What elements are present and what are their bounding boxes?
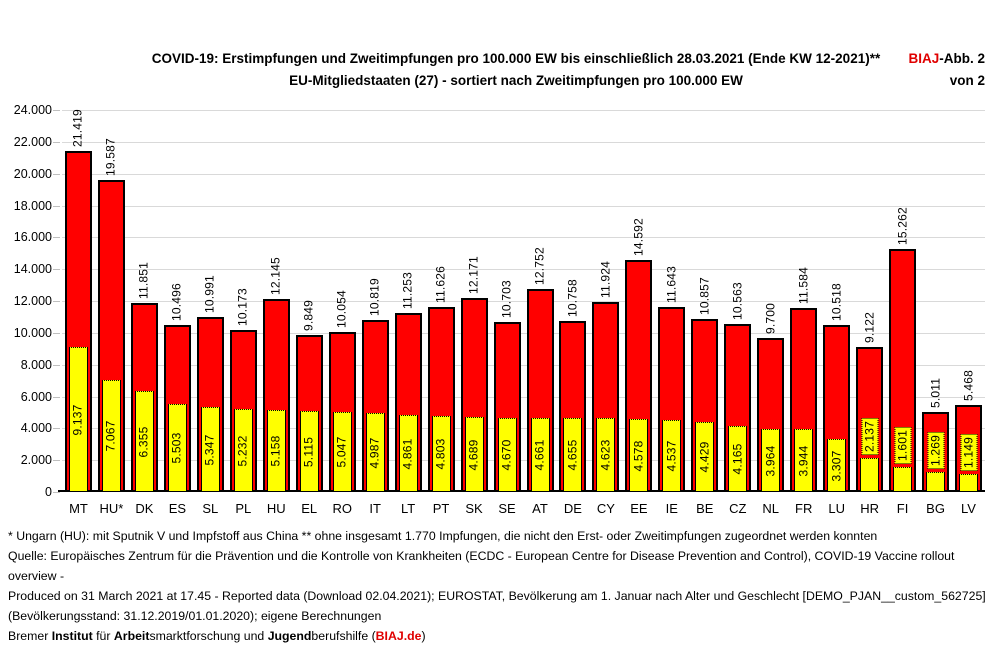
value-label-erst-DE: 10.758: [565, 279, 580, 317]
bar-zweitimpfungen-LV: [959, 474, 978, 492]
footnote-line-3: Produced on 31 March 2021 at 17.45 - Reported data (Download 02.04.2021); EUROSTAT, Bevölkerung am 1. Januar nach Alter und Geschlecht [DEMO_PJAN__custom_562725]: [8, 589, 986, 603]
y-axis-tick: [53, 110, 60, 111]
value-label-zweit-CY: 4.623: [598, 439, 613, 471]
y-axis-tick: [53, 206, 60, 207]
value-label-erst-EL: 9.849: [301, 299, 316, 331]
value-label-zweit-DK: 6.355: [136, 425, 151, 458]
y-axis-label: 0: [45, 485, 52, 499]
value-label-zweit-PT: 4.803: [433, 438, 448, 470]
chart-subtitle: EU-Mitgliedstaaten (27) - sortiert nach Zweitimpfungen pro 100.000 EW: [289, 73, 743, 88]
value-label-zweit-AT: 4.661: [532, 439, 547, 471]
value-label-erst-LT: 11.253: [400, 271, 415, 309]
x-axis-label-ES: ES: [168, 501, 187, 516]
x-axis-label-LV: LV: [961, 501, 976, 516]
value-label-erst-LV: 5.468: [961, 369, 976, 401]
value-label-zweit-NL: 3.964: [763, 444, 778, 477]
gridline: [62, 110, 985, 111]
value-label-zweit-HU*: 7.067: [103, 420, 118, 452]
y-axis-label: 6.000: [20, 389, 52, 404]
credit-text: für: [92, 629, 114, 643]
y-axis-tick: [53, 397, 60, 398]
y-axis-label: 8.000: [20, 357, 52, 372]
value-label-erst-SK: 12.171: [466, 256, 481, 294]
value-label-erst-EE: 14.592: [631, 218, 646, 256]
y-axis-tick: [53, 301, 60, 302]
value-label-zweit-HR: 2.137: [861, 418, 878, 455]
x-axis-label-EE: EE: [630, 501, 648, 516]
x-axis-label-CY: CY: [596, 501, 615, 516]
value-label-zweit-PL: 5.232: [235, 434, 250, 467]
x-axis-label-LT: LT: [401, 501, 416, 516]
value-label-zweit-FR: 3.944: [796, 444, 811, 477]
value-label-zweit-RO: 5.047: [334, 436, 349, 468]
footnote-line-4: (Bevölkerungsstand: 31.12.2019/01.01.2020); eigene Berechnungen: [8, 609, 382, 623]
value-label-erst-PT: 11.626: [433, 265, 448, 303]
credit-text: Arbeit: [113, 629, 150, 643]
y-axis-label: 10.000: [13, 325, 52, 340]
x-axis-label-SE: SE: [498, 501, 516, 516]
y-axis-label: 12.000: [13, 294, 52, 308]
y-axis-label: 2.000: [20, 453, 52, 468]
x-axis-label-FR: FR: [795, 501, 813, 516]
y-axis-tick: [53, 333, 60, 334]
gridline: [62, 237, 985, 238]
y-axis-label: 20.000: [13, 166, 52, 181]
value-label-erst-HU: 12.145: [268, 257, 283, 295]
x-axis-label-SK: SK: [465, 501, 483, 516]
value-label-zweit-FI: 1.601: [894, 427, 911, 464]
x-axis-label-AT: AT: [532, 501, 548, 516]
x-axis-label-CZ: CZ: [729, 501, 747, 516]
x-axis-label-NL: NL: [762, 501, 780, 516]
value-label-erst-BG: 5.011: [928, 377, 943, 408]
value-label-erst-HU*: 19.587: [103, 138, 118, 176]
y-axis-label: 22.000: [13, 134, 52, 149]
value-label-erst-AT: 12.752: [532, 247, 547, 285]
value-label-erst-HR: 9.122: [862, 311, 877, 343]
value-label-zweit-BG: 1.269: [927, 432, 944, 469]
x-axis-label-LU: LU: [828, 501, 845, 516]
x-axis-label-SL: SL: [202, 501, 219, 516]
value-label-zweit-LT: 4.861: [400, 437, 415, 470]
gridline: [62, 301, 985, 302]
value-label-erst-IE: 11.643: [664, 265, 679, 303]
value-label-zweit-EL: 5.115: [301, 436, 316, 467]
credit-text: Institut: [51, 629, 93, 643]
value-label-zweit-SE: 4.670: [499, 439, 514, 471]
footnotes: [8, 526, 993, 646]
bar-zweitimpfungen-FI: [893, 467, 912, 492]
credit-line: [8, 626, 993, 646]
value-label-zweit-IT: 4.987: [367, 436, 382, 469]
figure-badge-line2: von 2: [949, 73, 985, 88]
y-axis-tick: [53, 460, 60, 461]
value-label-zweit-LV: 1.149: [960, 434, 977, 471]
x-axis-label-DE: DE: [563, 501, 582, 516]
value-label-erst-RO: 10.054: [334, 290, 349, 328]
value-label-erst-LU: 10.518: [829, 283, 844, 321]
value-label-zweit-MT: 9.137: [70, 403, 85, 436]
y-axis-tick: [53, 142, 60, 143]
bar-zweitimpfungen-HR: [860, 458, 879, 492]
bar-zweitimpfungen-BG: [926, 472, 945, 492]
chart-title: COVID-19: Erstimpfungen und Zweitimpfungen pro 100.000 EW bis einschließlich 28.03.2021 (Ende KW 12-2021)**: [151, 51, 881, 66]
value-label-zweit-SL: 5.347: [202, 433, 217, 466]
y-axis-label: 24.000: [13, 103, 52, 117]
value-label-erst-FI: 15.262: [895, 207, 910, 245]
value-label-zweit-DE: 4.655: [565, 439, 580, 471]
y-axis-tick: [53, 492, 60, 493]
x-axis-label-HU*: HU*: [99, 501, 124, 516]
credit-brand-link: BIAJ.de: [375, 629, 422, 643]
value-label-erst-SL: 10.991: [202, 275, 217, 313]
x-axis-label-IE: IE: [665, 501, 678, 516]
y-axis-label: 16.000: [13, 230, 52, 245]
value-label-erst-ES: 10.496: [169, 283, 184, 321]
gridline: [62, 206, 985, 207]
x-axis-label-FI: FI: [896, 501, 909, 516]
value-label-erst-NL: 9.700: [763, 302, 778, 334]
credit-text: berufshilfe (: [311, 629, 376, 643]
value-label-zweit-HU: 5.158: [268, 435, 283, 467]
x-axis-label-RO: RO: [332, 501, 352, 516]
footnote-line-1: * Ungarn (HU): mit Sputnik V und Impfstoff aus China ** ohne insgesamt 1.770 Impfungen, die nicht den Erst- oder Zweitimpfungen zugeordnet werden konnten: [8, 529, 878, 543]
gridline: [62, 174, 985, 175]
x-axis-label-BG: BG: [926, 501, 945, 516]
value-label-zweit-BE: 4.429: [697, 441, 712, 473]
x-axis-label-EL: EL: [301, 501, 318, 516]
y-axis-tick: [53, 428, 60, 429]
x-axis-label-HU: HU: [266, 501, 286, 516]
value-label-erst-PL: 10.173: [235, 288, 250, 326]
x-axis-label-MT: MT: [69, 501, 88, 516]
x-axis-label-BE: BE: [696, 501, 714, 516]
value-label-zweit-IE: 4.537: [664, 440, 679, 472]
value-label-zweit-ES: 5.503: [169, 432, 184, 464]
y-axis-tick: [53, 174, 60, 175]
x-axis-label-PL: PL: [235, 501, 252, 516]
value-label-zweit-LU: 3.307: [829, 449, 844, 482]
value-label-erst-MT: 21.419: [70, 109, 85, 147]
badge-rest: -Abb. 2: [939, 51, 985, 66]
x-axis-label-DK: DK: [135, 501, 154, 516]
x-axis-label-HR: HR: [860, 501, 880, 516]
y-axis-tick: [53, 365, 60, 366]
y-axis-tick: [53, 269, 60, 270]
value-label-erst-CZ: 10.563: [730, 282, 745, 320]
value-label-zweit-EE: 4.578: [631, 439, 646, 472]
gridline: [62, 142, 985, 143]
value-label-zweit-CZ: 4.165: [730, 443, 745, 475]
value-label-erst-BE: 10.857: [697, 277, 712, 315]
footnote-line-2: Quelle: Europäisches Zentrum für die Prävention und die Kontrolle von Krankheiten (ECDC - European Centre for Disease Prevention and Control), COVID-19 Vaccine rollout overview -: [8, 549, 955, 583]
credit-text: Bremer: [8, 629, 52, 643]
brand-text: BIAJ: [908, 51, 940, 66]
x-axis-label-PT: PT: [432, 501, 450, 516]
y-axis-tick: [53, 237, 60, 238]
y-axis-label: 14.000: [13, 262, 52, 277]
x-axis-label-IT: IT: [369, 501, 381, 516]
value-label-erst-FR: 11.584: [796, 266, 811, 304]
value-label-erst-CY: 11.924: [598, 260, 613, 298]
value-label-erst-IT: 10.819: [367, 278, 382, 316]
y-axis-label: 4.000: [20, 421, 52, 436]
credit-text: ): [421, 629, 426, 643]
y-axis-label: 18.000: [13, 198, 52, 213]
value-label-erst-DK: 11.851: [136, 261, 151, 299]
gridline: [62, 269, 985, 270]
credit-text: smarktforschung und: [149, 629, 268, 643]
value-label-erst-SE: 10.703: [499, 280, 514, 318]
value-label-zweit-SK: 4.689: [466, 438, 481, 471]
credit-text: Jugend: [267, 629, 312, 643]
